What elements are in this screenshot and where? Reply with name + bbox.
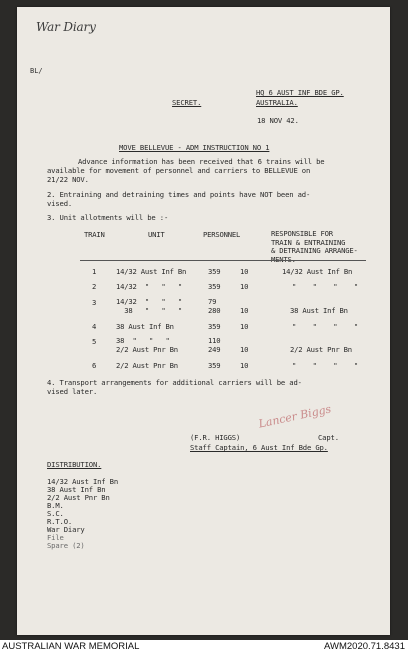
row-6-personnel: 359: [208, 361, 221, 370]
table-header-rule: [80, 260, 366, 261]
location: AUSTRALIA.: [256, 98, 298, 107]
row-2-responsible: " " " ": [292, 282, 359, 291]
distribution-item: B.M.: [47, 501, 64, 510]
row-4-responsible: " " " ": [292, 322, 359, 331]
row-3-train: 3: [92, 298, 97, 307]
row-6-train: 6: [92, 361, 97, 370]
signatory-appointment: Staff Captain, 6 Aust Inf Bde Gp.: [190, 443, 328, 452]
row-3-responsible: 38 Aust Inf Bn: [290, 306, 348, 315]
distribution-item: 38 Aust Inf Bn: [47, 485, 106, 494]
row-5-carriers: 10: [240, 345, 249, 354]
row-4-carriers: 10: [240, 322, 249, 331]
handwritten-signature: Lancer Biggs: [257, 402, 333, 431]
row-6-unit: 2/2 Aust Pnr Bn: [116, 361, 178, 370]
distribution-item: 14/32 Aust Inf Bn: [47, 477, 119, 486]
archive-caption-bar: [0, 640, 408, 653]
table-header-personnel: PERSONNEL: [203, 230, 241, 239]
row-2-personnel: 359: [208, 282, 221, 291]
row-5-unit: 38 " " " 2/2 Aust Pnr Bn: [116, 336, 178, 354]
row-3-personnel: 79 280: [208, 297, 221, 315]
row-1-train: 1: [92, 267, 97, 276]
row-3-unit: 14/32 " " " 38 " " ": [116, 297, 183, 315]
table-header-responsible: RESPONSIBLE FOR TRAIN & ENTRAINING & DETRAINING ARRANGE- MENTS.: [271, 229, 358, 264]
row-1-responsible: 14/32 Aust Inf Bn: [282, 267, 353, 276]
row-4-personnel: 359: [208, 322, 221, 331]
distribution-item: File: [47, 533, 64, 542]
distribution-item: War Diary: [47, 525, 85, 534]
paragraph-3: 3. Unit allotments will be :-: [47, 213, 169, 222]
row-4-train: 4: [92, 322, 97, 331]
row-1-unit: 14/32 Aust Inf Bn: [116, 267, 187, 276]
row-3-carriers: 10: [240, 306, 249, 315]
row-2-train: 2: [92, 282, 97, 291]
distribution-item: Spare (2): [47, 541, 85, 550]
distribution-item: 2/2 Aust Pnr Bn: [47, 493, 110, 502]
classification: SECRET.: [172, 98, 202, 107]
signatory-name: (F.R. HIGGS): [190, 433, 241, 442]
paragraph-1-line-3: 21/22 NOV.: [47, 175, 89, 184]
handwritten-annotation: War Diary: [36, 20, 96, 34]
paragraph-4-line-1: 4. Transport arrangements for additional carriers will be ad-: [47, 378, 302, 387]
row-2-carriers: 10: [240, 282, 249, 291]
archive-caption-right: AWM2020.71.8431: [324, 641, 405, 652]
row-6-responsible: " " " ": [292, 361, 359, 370]
unit-heading: HQ 6 AUST INF BDE GP.: [256, 88, 344, 97]
signatory-rank: Capt.: [318, 433, 339, 442]
distribution-item: S.C.: [47, 509, 64, 518]
archive-caption-left: AUSTRALIAN WAR MEMORIAL: [2, 641, 140, 652]
row-1-carriers: 10: [240, 267, 249, 276]
row-2-unit: 14/32 " " ": [116, 282, 183, 291]
document-title: MOVE BELLEVUE - ADM INSTRUCTION NO 1: [119, 143, 270, 152]
reference-mark: BL/: [30, 67, 43, 75]
row-5-responsible: 2/2 Aust Pnr Bn: [290, 345, 352, 354]
paragraph-1-line-1: Advance information has been received that 6 trains will be: [78, 157, 325, 166]
paragraph-4-line-2: vised later.: [47, 387, 98, 396]
paragraph-1-line-2: available for movement of personnel and carriers to BELLEVUE on: [47, 166, 311, 175]
document-date: 18 NOV 42.: [257, 116, 299, 125]
row-1-personnel: 359: [208, 267, 221, 276]
distribution-item: R.T.O.: [47, 517, 73, 526]
row-4-unit: 38 Aust Inf Bn: [116, 322, 174, 331]
row-5-personnel: 110 249: [208, 336, 221, 354]
row-5-train: 5: [92, 337, 97, 346]
table-header-train: TRAIN: [84, 230, 105, 239]
paragraph-2-line-2: vised.: [47, 199, 73, 208]
table-header-unit: UNIT: [148, 230, 165, 239]
row-6-carriers: 10: [240, 361, 249, 370]
distribution-heading: DISTRIBUTION.: [47, 460, 102, 469]
paragraph-2-line-1: 2. Entraining and detraining times and points have NOT been ad-: [47, 190, 311, 199]
